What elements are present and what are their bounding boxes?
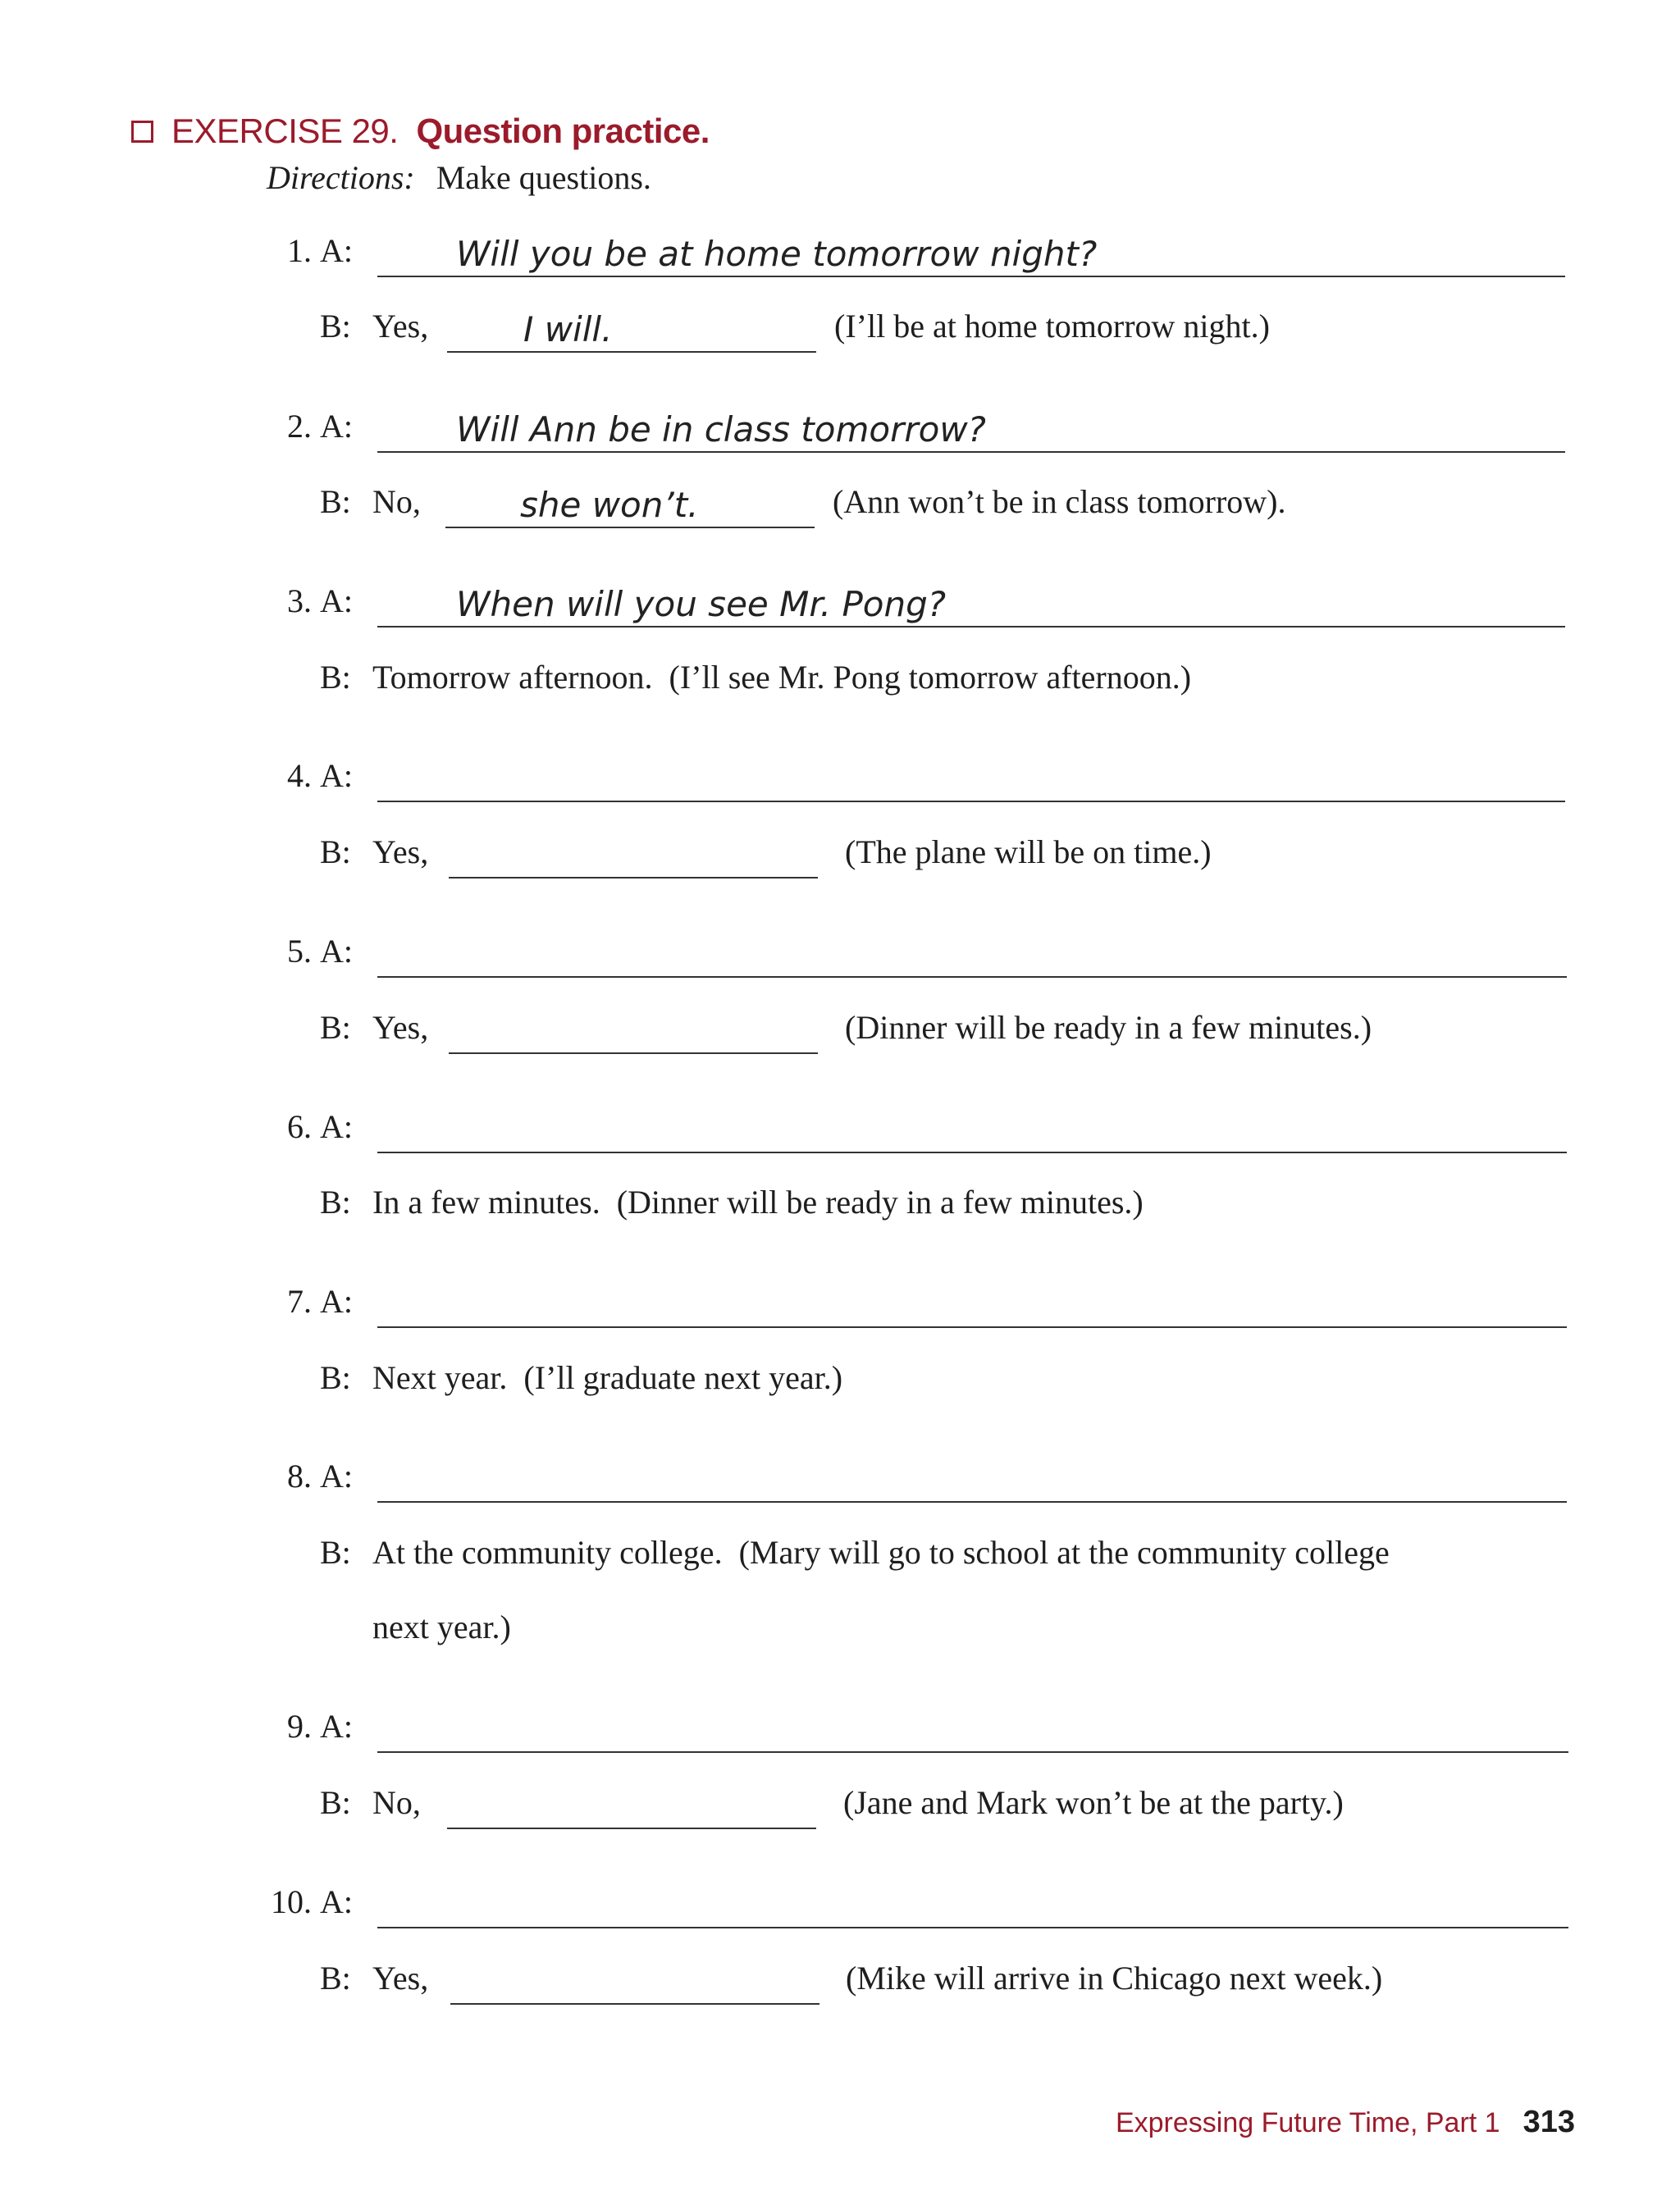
a-label: A: xyxy=(320,232,353,269)
b-text: Next year. (I’ll graduate next year.) xyxy=(372,1359,843,1396)
b-label: B: xyxy=(320,1359,351,1396)
exercise-number: EXERCISE 29. xyxy=(171,112,399,150)
b-paren: (Jane and Mark won’t be at the party.) xyxy=(843,1784,1344,1821)
b-lead: No, xyxy=(372,1784,421,1821)
b-label: B: xyxy=(320,1534,351,1571)
b-label: B: xyxy=(320,483,351,520)
footer-chapter-title: Expressing Future Time, Part 1 xyxy=(1115,2107,1500,2138)
answer-a-text: Will Ann be in class tomorrow? xyxy=(456,409,986,450)
exercise-title xyxy=(171,112,710,151)
item-number: 10. xyxy=(271,1883,312,1920)
exercise-subtitle: Question practice. xyxy=(416,112,710,150)
b-lead: No, xyxy=(372,483,421,520)
item-8-b-row-continued xyxy=(0,1608,1680,1657)
b-label: B: xyxy=(320,833,351,870)
b-lead: Yes, xyxy=(372,1009,429,1046)
item-3-b-row xyxy=(0,658,1680,707)
directions-label: Directions: xyxy=(267,159,415,196)
b-paren: (Dinner will be ready in a few minutes.) xyxy=(845,1009,1372,1046)
item-3-a-row xyxy=(0,582,1680,631)
b-lead: Yes, xyxy=(372,308,429,345)
exercise-header xyxy=(131,112,710,151)
item-number: 1. xyxy=(287,232,312,269)
exercise-checkbox[interactable] xyxy=(131,121,153,143)
item-number: 3. xyxy=(287,582,312,619)
answer-a-field[interactable] xyxy=(377,582,1565,628)
item-10-b-row xyxy=(0,1959,1680,2008)
a-label: A: xyxy=(320,1708,353,1745)
item-7-b-row xyxy=(0,1358,1680,1408)
answer-b-field[interactable] xyxy=(449,1008,818,1054)
b-paren: (I’ll be at home tomorrow night.) xyxy=(834,308,1270,345)
answer-b-text: I will. xyxy=(523,309,613,349)
item-number: 7. xyxy=(287,1283,312,1320)
item-10-a-row xyxy=(0,1883,1680,1932)
b-paren: (Mike will arrive in Chicago next week.) xyxy=(846,1960,1383,1997)
item-2-a-row xyxy=(0,407,1680,456)
b-text: At the community college. (Mary will go to school at the community college xyxy=(372,1534,1390,1571)
b-label: B: xyxy=(320,1009,351,1046)
item-1-a-row xyxy=(0,231,1680,281)
answer-a-text: Will you be at home tomorrow night? xyxy=(456,234,1098,274)
b-paren: (Ann won’t be in class tomorrow). xyxy=(833,483,1286,520)
item-4-a-row xyxy=(0,756,1680,805)
a-label: A: xyxy=(320,1283,353,1320)
item-9-b-row xyxy=(0,1783,1680,1832)
answer-b-field[interactable] xyxy=(447,1783,816,1829)
answer-a-field[interactable] xyxy=(377,1457,1567,1503)
item-7-a-row xyxy=(0,1282,1680,1331)
a-label: A: xyxy=(320,408,353,445)
a-label: A: xyxy=(320,757,353,794)
item-1-b-row xyxy=(0,307,1680,356)
b-text: In a few minutes. (Dinner will be ready in a few minutes.) xyxy=(372,1184,1144,1221)
answer-a-field[interactable] xyxy=(377,1883,1568,1928)
answer-a-field[interactable] xyxy=(377,1282,1567,1328)
answer-b-field[interactable] xyxy=(450,1959,819,2005)
item-4-b-row xyxy=(0,833,1680,882)
page-footer xyxy=(1116,2105,1575,2140)
item-2-b-row xyxy=(0,482,1680,532)
b-paren: (The plane will be on time.) xyxy=(845,833,1212,870)
answer-a-field[interactable] xyxy=(377,756,1565,802)
answer-a-field[interactable] xyxy=(377,1707,1568,1753)
answer-b-text: she won’t. xyxy=(520,485,699,525)
item-9-a-row xyxy=(0,1707,1680,1756)
b-text: Tomorrow afternoon. (I’ll see Mr. Pong tomorrow afternoon.) xyxy=(372,659,1192,696)
b-lead: Yes, xyxy=(372,1960,429,1997)
item-8-b-row xyxy=(0,1533,1680,1582)
item-number: 2. xyxy=(287,408,312,445)
item-number: 6. xyxy=(287,1108,312,1145)
directions xyxy=(267,158,651,197)
item-6-b-row xyxy=(0,1183,1680,1232)
b-label: B: xyxy=(320,659,351,696)
item-5-a-row xyxy=(0,932,1680,981)
b-label: B: xyxy=(320,1960,351,1997)
answer-a-field[interactable] xyxy=(377,231,1565,277)
a-label: A: xyxy=(320,582,353,619)
item-5-b-row xyxy=(0,1008,1680,1057)
a-label: A: xyxy=(320,1458,353,1495)
item-8-a-row xyxy=(0,1457,1680,1506)
a-label: A: xyxy=(320,1108,353,1145)
b-label: B: xyxy=(320,308,351,345)
answer-a-text: When will you see Mr. Pong? xyxy=(456,584,947,624)
answer-a-field[interactable] xyxy=(377,1107,1567,1153)
a-label: A: xyxy=(320,1883,353,1920)
item-6-a-row xyxy=(0,1107,1680,1157)
answer-a-field[interactable] xyxy=(377,407,1565,453)
directions-text: Make questions. xyxy=(436,159,651,196)
b-text-continued: next year.) xyxy=(372,1609,511,1645)
b-lead: Yes, xyxy=(372,833,429,870)
answer-a-field[interactable] xyxy=(377,932,1567,978)
b-label: B: xyxy=(320,1784,351,1821)
answer-b-field[interactable] xyxy=(447,307,816,353)
answer-b-field[interactable] xyxy=(449,833,818,879)
page-number: 313 xyxy=(1522,2105,1575,2139)
item-number: 9. xyxy=(287,1708,312,1745)
b-label: B: xyxy=(320,1184,351,1221)
item-number: 8. xyxy=(287,1458,312,1495)
item-number: 4. xyxy=(287,757,312,794)
a-label: A: xyxy=(320,933,353,970)
item-number: 5. xyxy=(287,933,312,970)
answer-b-field[interactable] xyxy=(445,482,815,528)
